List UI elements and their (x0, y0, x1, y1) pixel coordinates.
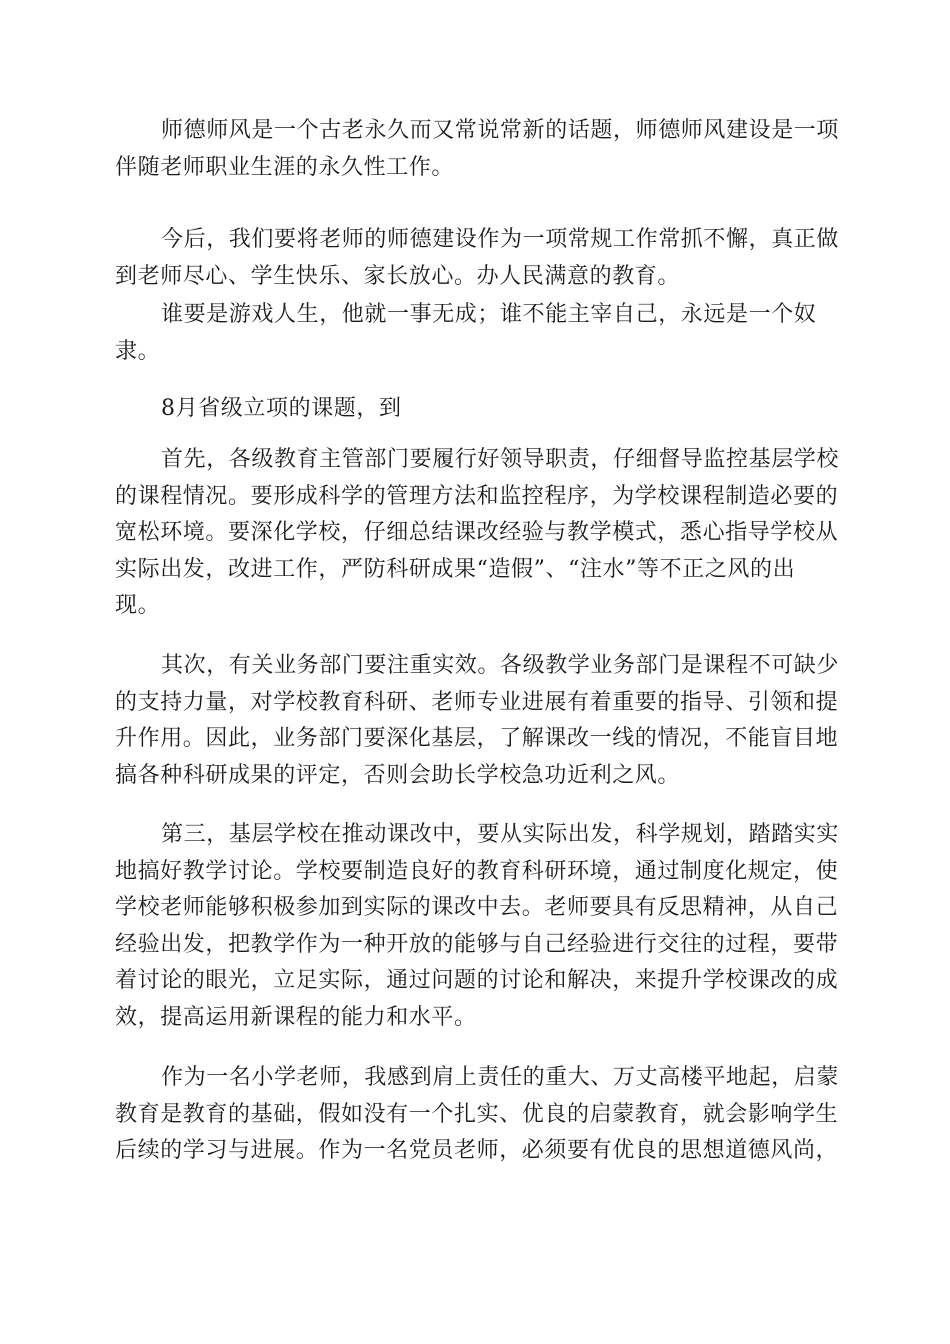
paragraph-line: 实际出发，改进工作，严防科研成果“造假”、“注水”等不正之风的出 (115, 556, 796, 582)
paragraph-4 (115, 391, 835, 428)
paragraph-2 (115, 222, 840, 295)
paragraph-8 (115, 1060, 840, 1170)
paragraph-line: 到老师尽心、学生快乐、家长放心。办人民满意的教育。 (115, 263, 681, 289)
paragraph-line: 经验出发，把教学作为一种开放的能够与自己经验进行交往的过程，要带 (115, 931, 839, 957)
paragraph-line: 的课程情况。要形成科学的管理方法和监控程序，为学校课程制造必要的 (115, 483, 839, 509)
paragraph-line: 宽松环境。要深化学校，仔细总结课改经验与教学模式，悉心指导学校从 (115, 520, 839, 545)
paragraph-line: 8月省级立项的课题，到 (161, 396, 402, 421)
paragraph-line: 今后，我们要将老师的师德建设作为一项常规工作常抓不懈，真正做 (161, 227, 840, 252)
paragraph-3 (115, 297, 835, 370)
paragraph-line: 其次，有关业务部门要注重实效。各级教学业务部门是课程不可缺少 (161, 653, 840, 678)
paragraph-1 (115, 113, 840, 186)
paragraph-line: 谁要是游戏人生，他就一事无成；谁不能主宰自己，永远是一个奴 (161, 302, 817, 327)
paragraph-line: 着讨论的眼光，立足实际，通过问题的讨论和解决，来提升学校课改的成 (115, 968, 839, 993)
paragraph-line: 效，提高运用新课程的能力和水平。 (115, 1004, 477, 1030)
paragraph-line: 师德师风是一个古老永久而又常说常新的话题，师德师风建设是一项 (161, 118, 840, 143)
paragraph-line: 伴随老师职业生涯的永久性工作。 (115, 154, 455, 180)
paragraph-6 (115, 648, 840, 794)
paragraph-line: 隶。 (115, 338, 161, 364)
paragraph-line: 现。 (115, 593, 161, 618)
paragraph-line: 教育是教育的基础，假如没有一个扎实、优良的启蒙教育，就会影响学生 (115, 1101, 839, 1127)
paragraph-7 (115, 817, 840, 1036)
paragraph-line: 作为一名小学老师，我感到肩上责任的重大、万丈高楼平地起，启蒙 (161, 1065, 840, 1090)
paragraph-line: 搞各种科研成果的评定，否则会助长学校急功近利之风。 (115, 762, 681, 788)
paragraph-5 (115, 442, 840, 625)
paragraph-line: 第三，基层学校在推动课改中，要从实际出发，科学规划，踏踏实实 (161, 822, 840, 847)
paragraph-line: 的支持力量，对学校教育科研、老师专业进展有着重要的指导、引领和提 (115, 689, 839, 715)
paragraph-line: 地搞好教学讨论。学校要制造良好的教育科研环境，通过制度化规定，使 (115, 858, 839, 884)
paragraph-line: 升作用。因此，业务部门要深化基层，了解课改一线的情况，不能盲目地 (115, 726, 839, 751)
paragraph-line: 学校老师能够积极参加到实际的课改中去。老师要具有反思精神，从自己 (115, 895, 839, 920)
paragraph-line: 后续的学习与进展。作为一名党员老师，必须要有优良的思想道德风尚， (115, 1138, 839, 1163)
paragraph-line: 首先，各级教育主管部门要履行好领导职责，仔细督导监控基层学校 (161, 447, 840, 472)
